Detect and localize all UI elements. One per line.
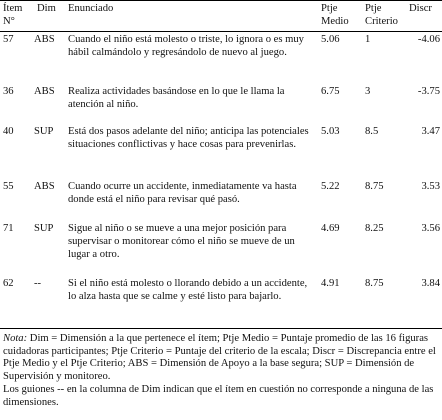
table-note	[3, 333, 439, 409]
cell-ptje-criterio: 8.75	[365, 181, 384, 192]
header-enunciado: Enunciado	[68, 3, 114, 14]
cell-dim: SUP	[34, 126, 54, 137]
cell-ptje-criterio: 8.25	[365, 223, 384, 234]
header-item: Ítem N°	[3, 3, 23, 27]
cell-discr: 3.47	[421, 126, 440, 137]
cell-dim: --	[34, 278, 42, 289]
cell-dim: ABS	[34, 86, 55, 97]
cell-discr: -4.06	[417, 34, 440, 45]
cell-item: 55	[3, 181, 14, 192]
cell-ptje-medio: 4.91	[321, 278, 340, 289]
cell-dim: ABS	[34, 34, 55, 45]
cell-ptje-criterio: 8.5	[365, 126, 379, 137]
table-header	[0, 0, 442, 32]
cell-enunciado: Si el niño está molesto o llorando debido a un accidente, lo alza hasta que se calme y esté listo para bajarlo.	[68, 278, 308, 302]
cell-enunciado: Cuando el niño está molesto o triste, lo ignora o es muy hábil calmándolo y regresándolo de nuevo al juego.	[68, 34, 304, 58]
cell-ptje-criterio: 3	[365, 86, 371, 97]
cell-enunciado: Cuando ocurre un accidente, inmediatamente va hasta donde está el niño para revisar qué pasó.	[68, 181, 297, 205]
header-dim: Dim	[37, 3, 56, 14]
note-dashes: Los guiones -- en la columna de Dim indican que el ítem en cuestión no corresponde a ninguna de las dimensiones.	[3, 383, 434, 408]
header-discr: Discr	[409, 3, 432, 14]
table-bottom-rule	[0, 328, 442, 329]
cell-enunciado: Sigue al niño o se mueve a una mejor posición para supervisar o monitorear cómo el niño se mueve de un lugar a otro.	[68, 223, 295, 260]
header-ptje-criterio: Ptje Criterio	[365, 3, 398, 27]
cell-item: 57	[3, 34, 14, 45]
cell-ptje-criterio: 8.75	[365, 278, 384, 289]
note-text	[3, 333, 436, 382]
cell-discr: -3.75	[417, 86, 440, 97]
cell-ptje-criterio: 1	[365, 34, 371, 45]
cell-discr: 3.56	[421, 223, 440, 234]
cell-item: 71	[3, 223, 14, 234]
cell-dim: SUP	[34, 223, 54, 234]
cell-ptje-medio: 5.06	[321, 34, 340, 45]
cell-ptje-medio: 6.75	[321, 86, 340, 97]
cell-item: 36	[3, 86, 14, 97]
cell-dim: ABS	[34, 181, 55, 192]
note-label: Nota:	[3, 333, 28, 344]
cell-discr: 3.53	[421, 181, 440, 192]
cell-enunciado: Está dos pasos adelante del niño; anticipa las potenciales situaciones conflictivas y hace cosas para prevenirlas.	[68, 126, 309, 150]
cell-ptje-medio: 5.03	[321, 126, 340, 137]
cell-item: 62	[3, 278, 14, 289]
note-body: Dim = Dimensión a la que pertenece el ítem; Ptje Medio = Puntaje promedio de las 16 figuras cuidadoras participantes; Ptje Criterio = Puntaje del criterio de la escala; Discr = Discrepancia entre el Ptje Medio y el Ptje Criterio; ABS = Dimensión de Apoyo a la base segura; SUP = Dimensión de Supervisión y monitoreo.	[3, 333, 436, 383]
cell-item: 40	[3, 126, 14, 137]
header-ptje-medio: Ptje Medio	[321, 3, 349, 27]
cell-ptje-medio: 4.69	[321, 223, 340, 234]
cell-discr: 3.84	[421, 278, 440, 289]
cell-enunciado: Realiza actividades basándose en lo que le llama la atención al niño.	[68, 86, 285, 110]
cell-ptje-medio: 5.22	[321, 181, 340, 192]
